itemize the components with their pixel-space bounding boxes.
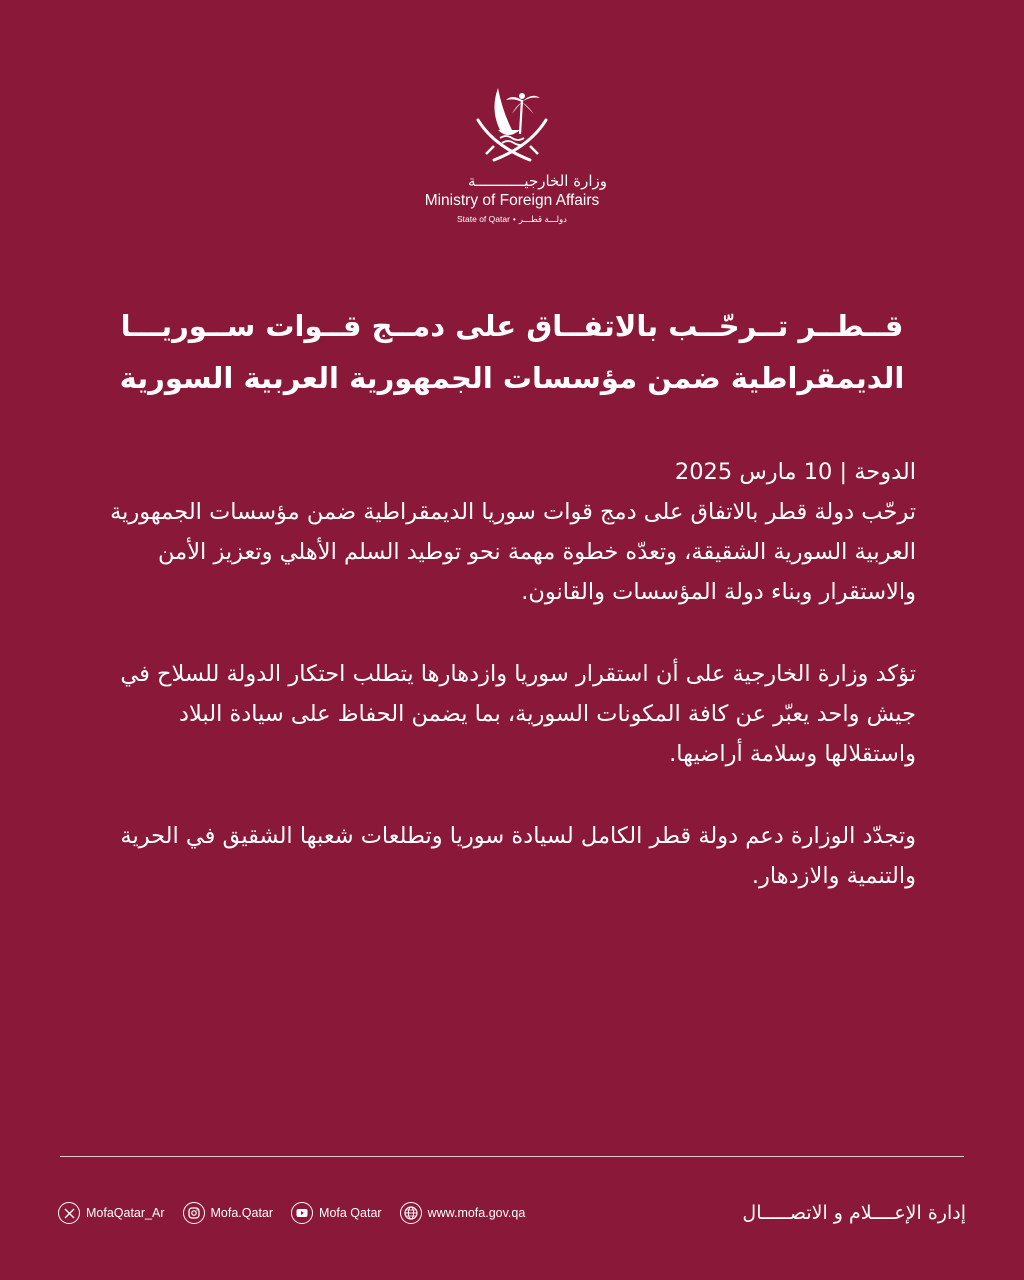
department-name: إدارة الإعــــلام و الاتصـــــال [742, 1202, 966, 1224]
instagram-icon [183, 1202, 205, 1224]
state-label [457, 214, 567, 225]
website-url: www.mofa.gov.qa [427, 1206, 526, 1220]
social-link-x[interactable] [58, 1202, 165, 1224]
x-icon [58, 1202, 80, 1224]
social-link-youtube[interactable] [291, 1202, 382, 1224]
youtube-icon [291, 1202, 313, 1224]
press-release-body [100, 452, 916, 896]
ministry-name-arabic: وزارة الخارجيـــــــــــة [468, 172, 607, 190]
social-handle-instagram: Mofa.Qatar [210, 1206, 274, 1220]
state-label-arabic: دولـــة قطـــر [518, 214, 567, 224]
dateline: الدوحة | 10 مارس 2025 [674, 459, 916, 485]
paragraph-1: ترحّب دولة قطر بالاتفاق على دمج قوات سوريا الديمقراطية ضمن مؤسسات الجمهورية العربية السورية الشقيقة، وتعدّه خطوة مهمة نحو توطيد السلم الأهلي وتعزيز الأمن والاستقرار وبناء دولة المؤسسات والقانون. [110, 499, 916, 605]
social-handle-youtube: Mofa Qatar [319, 1206, 382, 1220]
social-link-website[interactable] [400, 1202, 526, 1224]
title-line-1: قــطــر تــرحّــب بالاتفــاق على دمــج قــوات ســوريـــا [120, 309, 904, 343]
state-separator: • [512, 214, 516, 224]
title-line-2: الديمقراطية ضمن مؤسسات الجمهورية العربية السورية [119, 361, 905, 395]
globe-icon [400, 1202, 422, 1224]
social-link-instagram[interactable] [183, 1202, 274, 1224]
press-release-title [80, 300, 944, 404]
social-handle-x: MofaQatar_Ar [86, 1206, 165, 1220]
ministry-name-english: Ministry of Foreign Affairs [424, 192, 600, 209]
state-label-english: State of Qatar [457, 214, 510, 224]
qatar-emblem-icon [472, 80, 552, 164]
social-links [58, 1202, 525, 1224]
ministry-header [0, 80, 1024, 225]
footer-divider [60, 1156, 964, 1157]
paragraph-2: تؤكد وزارة الخارجية على أن استقرار سوريا وازدهارها يتطلب احتكار الدولة للسلاح في جيش واحد يعبّر عن كافة المكونات السورية، بما يضمن الحفاظ على سيادة البلاد واستقلالها وسلامة أراضيها. [120, 661, 916, 767]
paragraph-3: وتجدّد الوزارة دعم دولة قطر الكامل لسيادة سوريا وتطلعات شعبها الشقيق في الحرية والتنمية والازدهار. [120, 823, 916, 889]
